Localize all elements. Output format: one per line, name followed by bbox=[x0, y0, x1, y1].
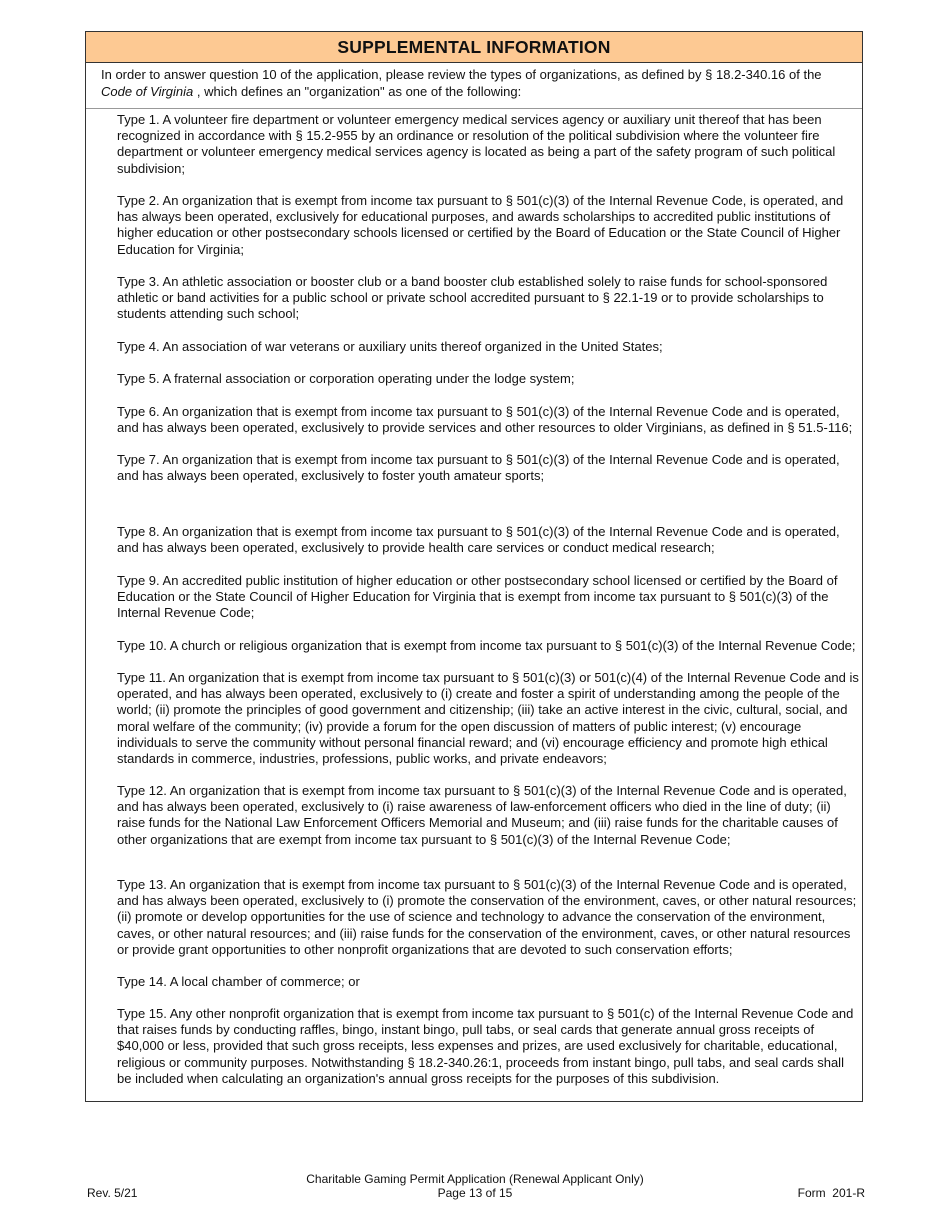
intro-text-before: In order to answer question 10 of the application, please review the types of organizations, as defined by § 18.2-340.16 of the bbox=[101, 67, 822, 82]
type-2: Type 2. An organization that is exempt from income tax pursuant to § 501(c)(3) of the Internal Revenue Code, is operated, and has always been operated, exclusively for educational purposes, and awards scholarships to accredited public institutions of higher education or other postsecondary schools licensed or certified by the Board of Education or the State Council of Higher Education for Virginia; bbox=[117, 193, 844, 257]
type-8: Type 8. An organization that is exempt from income tax pursuant to § 501(c)(3) of the Internal Revenue Code and is operated, and has always been operated, exclusively to provide health care services or conduct medical research; bbox=[117, 524, 840, 556]
form-title: Charitable Gaming Permit Application (Renewal Applicant Only) bbox=[306, 1172, 644, 1186]
type-10: Type 10. A church or religious organization that is exempt from income tax pursuant to § 501(c)(3) of the Internal Revenue Code; bbox=[117, 638, 856, 653]
code-of-virginia: Code of Virginia bbox=[101, 83, 194, 99]
type-11: Type 11. An organization that is exempt from income tax pursuant to § 501(c)(3) or 501(c)(4) of the Internal Revenue Code and is operated, and has always been operated, exclusively to (i) create and foster a spirit of understanding among the people of the world; (ii) promote the principles of good government and citizenship; (iii) take an active interest in the civic, cultural, social, and moral welfare of the community; (iv) provide a forum for the open discussion of matters of public interest; (v) encourage individuals to serve the community without personal financial reward; and (vi) encourage efficiency and promote high ethical standards in commerce, industries, professions, public works, and private endeavors; bbox=[117, 670, 859, 767]
intro-paragraph bbox=[86, 63, 862, 109]
type-3: Type 3. An athletic association or booster club or a band booster club established solely to raise funds for school-sponsored athletic or band activities for a public school or private school accredited pursuant to § 22.1-19 or to provide scholarships to students attending such school; bbox=[117, 274, 828, 322]
type-9: Type 9. An accredited public institution of higher education or other postsecondary school licensed or certified by the Board of Education or the State Council of Higher Education for Virginia that is exempt from income tax pursuant to § 501(c)(3) of the Internal Revenue Code; bbox=[117, 573, 838, 621]
type-14: Type 14. A local chamber of commerce; or bbox=[117, 974, 360, 989]
type-7: Type 7. An organization that is exempt from income tax pursuant to § 501(c)(3) of the Internal Revenue Code and is operated, and has always been operated, exclusively to foster youth amateur sports; bbox=[117, 452, 840, 484]
page-number: Page 13 of 15 bbox=[437, 1186, 513, 1200]
type-15: Type 15. Any other nonprofit organization that is exempt from income tax pursuant to § 501(c) of the Internal Revenue Code and that raises funds by conducting raffles, bingo, instant bingo, pull tabs, or seal cards that generate annual gross receipts of $40,000 or less, provided that such gross receipts, less expenses and prizes, are used exclusively for charitable, educational, religious or community purposes. Notwithstanding § 18.2-340.26:1, proceeds from instant bingo, pull tabs, and seal cards shall be included when calculating an organization's annual gross receipts for the purposes of this subdivision. bbox=[117, 1006, 854, 1086]
type-13: Type 13. An organization that is exempt from income tax pursuant to § 501(c)(3) of the Internal Revenue Code and is operated, and has always been operated, exclusively to (i) promote the conservation of the environment, caves, or other natural resources; (ii) promote or develop opportunities for the use of science and technology to advance the conservation of the environment, caves, or other natural resources; and (iii) raise funds for the conservation of the environment, caves, or other natural resources or provide grant opportunities to other nonprofit organizations that are devoted to such conservation efforts; bbox=[117, 877, 857, 957]
type-1: Type 1. A volunteer fire department or volunteer emergency medical services agency or auxiliary unit thereof that has been recognized in accordance with § 15.2-955 by an ordinance or resolution of the political subdivision where the volunteer fire department or volunteer emergency medical services agency is located as being a part of the safety program of such political subdivision; bbox=[117, 112, 836, 176]
type-4: Type 4. An association of war veterans or auxiliary units thereof organized in the United States; bbox=[117, 339, 663, 354]
intro-text-after: , which defines an "organization" as one of the following: bbox=[193, 83, 522, 99]
supplemental-info-box bbox=[85, 31, 863, 1102]
type-12: Type 12. An organization that is exempt from income tax pursuant to § 501(c)(3) of the Internal Revenue Code and is operated, and has always been operated, exclusively to (i) raise awareness of law-enforcement officers who died in the line of duty; (ii) raise funds for the National Law Enforcement Officers Memorial and Museum; and (iii) raise funds for the charitable causes of other organizations that are exempt from income tax pursuant to § 501(c)(3) of the Internal Revenue Code; bbox=[117, 783, 847, 847]
section-title: SUPPLEMENTAL INFORMATION bbox=[86, 32, 862, 63]
type-6: Type 6. An organization that is exempt from income tax pursuant to § 501(c)(3) of the Internal Revenue Code and is operated, and has always been operated, exclusively to provide services and other resources to older Virginians, as defined in § 51.5-116; bbox=[117, 404, 853, 436]
revision-date: Rev. 5/21 bbox=[87, 1186, 138, 1200]
type-5: Type 5. A fraternal association or corporation operating under the lodge system; bbox=[117, 371, 575, 386]
footer-center bbox=[250, 1172, 700, 1200]
form-number: Form 201-R bbox=[797, 1186, 865, 1200]
